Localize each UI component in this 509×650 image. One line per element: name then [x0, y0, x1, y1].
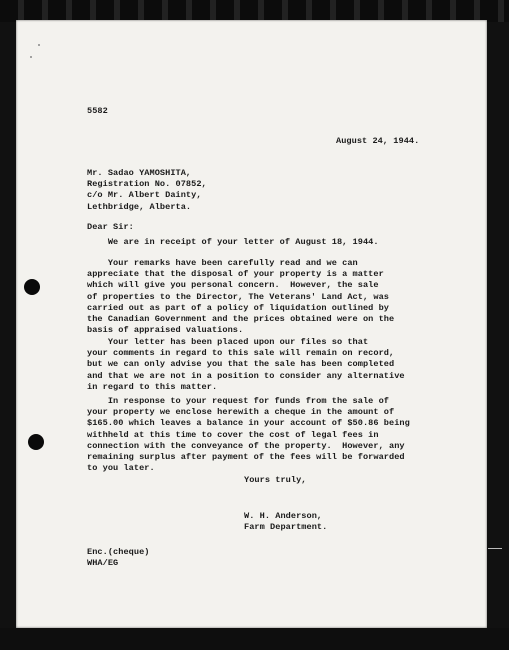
paragraph-line: to you later.	[87, 463, 155, 474]
paragraph-line: carried out as part of a policy of liquidation outlined by	[87, 302, 390, 313]
address-line: c/o Mr. Albert Dainty,	[87, 190, 202, 201]
file-number: 5582	[87, 106, 108, 116]
signature-line: W. H. Anderson,	[244, 511, 323, 521]
signature-block	[244, 511, 327, 533]
recipient-address	[87, 168, 207, 213]
paragraph-line: withheld at this time to cover the cost of legal fees in	[87, 429, 379, 440]
address-line: Lethbridge, Alberta.	[87, 201, 192, 212]
paper-speck	[30, 56, 32, 58]
paragraph-line: and that we are not in a position to consider any alternative	[87, 370, 405, 381]
paragraph-line: We are in receipt of your letter of August 18, 1944.	[87, 237, 379, 247]
salutation: Dear Sir:	[87, 222, 134, 232]
paragraph-line: of properties to the Director, The Veterans' Land Act, was	[87, 291, 390, 302]
paragraph-line: In response to your request for funds from the sale of	[87, 396, 390, 406]
closing: Yours truly,	[244, 475, 307, 485]
letter-page	[16, 20, 487, 628]
paragraph-records	[87, 337, 405, 393]
paragraph-remarks	[87, 258, 394, 336]
paragraph-line: Your remarks have been carefully read and we can	[87, 258, 358, 268]
paragraph-line: Your letter has been placed upon our files so that	[87, 337, 369, 347]
signature-line: Farm Department.	[244, 522, 328, 533]
letter-date: August 24, 1944.	[336, 136, 420, 146]
paragraph-line: which will give you personal concern. However, the sale	[87, 280, 379, 291]
microfilm-border-top	[0, 0, 509, 22]
enclosure-line: WHA/EG	[87, 558, 119, 569]
paragraph-line: the Canadian Government and the prices obtained were on the	[87, 314, 395, 325]
paragraph-line: basis of appraised valuations.	[87, 325, 244, 336]
paragraph-line: but we can only advise you that the sale has been completed	[87, 359, 395, 370]
paragraph-line: $165.00 which leaves a balance in your account of $50.86 being	[87, 418, 410, 429]
enclosure-notation	[87, 547, 150, 569]
paragraph-line: your property we enclose herewith a cheque in the amount of	[87, 407, 395, 418]
film-edge-mark	[488, 548, 502, 549]
paper-speck	[38, 44, 40, 46]
paragraph-line: remaining surplus after payment of the fees will be forwarded	[87, 452, 405, 463]
punch-hole	[28, 434, 44, 450]
paragraph-line: appreciate that the disposal of your property is a matter	[87, 269, 384, 280]
paragraph-line: your comments in regard to this sale will remain on record,	[87, 348, 395, 359]
address-line: Registration No. 07852,	[87, 179, 207, 190]
paragraph-line: connection with the conveyance of the property. However, any	[87, 440, 405, 451]
microfilm-border-bottom	[0, 628, 509, 650]
paragraph-funds	[87, 396, 410, 474]
punch-hole	[24, 279, 40, 295]
address-line: Mr. Sadao YAMOSHITA,	[87, 168, 192, 178]
enclosure-line: Enc.(cheque)	[87, 547, 150, 557]
paragraph-receipt	[87, 237, 379, 248]
paragraph-line: in regard to this matter.	[87, 381, 218, 392]
